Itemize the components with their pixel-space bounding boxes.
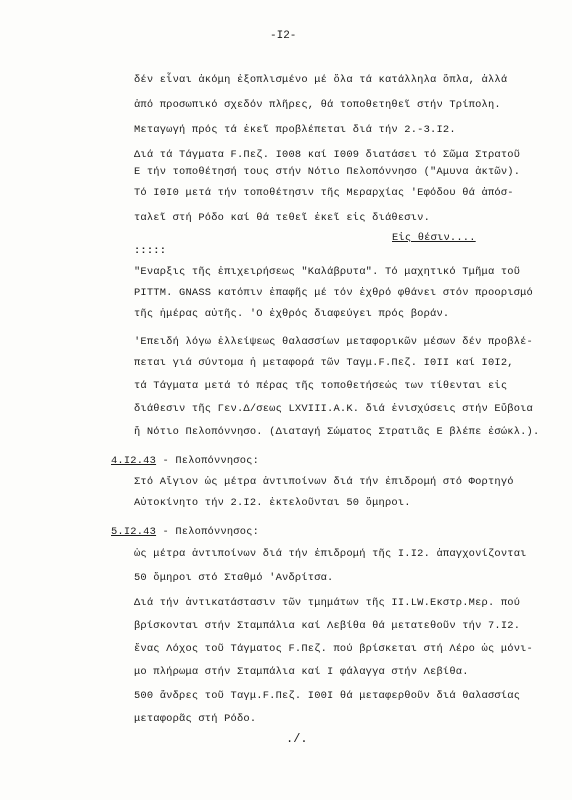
- text-line: Αὐτοκίνητο τήν 2.I2. ἐκτελοῦνται 50 ὅμηροι.: [134, 497, 411, 509]
- text-line: τῆς ἡμέρας αὐτῆς. 'Ο ἐχθρός διαφεύγει πρός βοράν.: [134, 308, 450, 320]
- text-line: ἤ Νότιο Πελοπόννησο. (Διαταγή Σώματος Στρατιᾶς Ε βλέπε ἐσώκλ.).: [134, 426, 540, 438]
- text-line: Στό Αἴγιον ὡς μέτρα ἀντιποίνων διά τήν ἐπιδρομή στό Φορτηγό: [134, 476, 514, 488]
- text-line: βρίσκονται στήν Σταμπάλια καί Λεβίθα θά μετατεθοῦν τήν 7.I2.: [134, 620, 521, 632]
- text-line: τά Τάγματα μετά τό πέρας τῆς τοποθετήσεώς των τίθενται εἰς: [134, 380, 508, 392]
- text-line: Τό I0I0 μετά τήν τοποθέτησιν τῆς Μεραρχίας 'Εφόδου θά ἀπόσ-: [134, 187, 514, 199]
- entry-heading: [111, 455, 259, 467]
- entry-date: 4.I2.43: [111, 455, 157, 467]
- text-line: Διά τά Τάγματα F.Πεζ. I008 καί I009 διατάσει τό Σῶμα Στρατοῦ: [134, 149, 521, 161]
- entry-heading: [111, 526, 259, 538]
- section-separator: :::::: [134, 245, 167, 257]
- text-line: ἀπό προσωπικό σχεδόν πλῆρες, θά τοποθετηθεῖ στήν Τρίπολη.: [134, 99, 501, 111]
- text-line: 'Επειδή λόγω ἐλλείψεως θαλασσίων μεταφορικῶν μέσων δέν προβλέ-: [134, 336, 533, 348]
- text-line: πεται γιά σύντομα ἡ μεταφορά τῶν Ταγμ.F.Πεζ. I0II καί I0I2,: [134, 357, 514, 369]
- text-line: Μεταγωγή πρός τά ἐκεῖ προβλέπεται διά τήν 2.-3.I2.: [134, 124, 456, 136]
- text-line: διάθεσιν τῆς Γεν.Δ/σεως LXVIII.Α.Κ. διά ἐνισχύσεις στήν Εὔβοια: [134, 403, 533, 415]
- entry-place: - Πελοπόννησος:: [156, 526, 260, 538]
- text-line: ἕνας Λόχος τοῦ Τάγματος F.Πεζ. πού βρίσκεται στή Λέρο ὡς μόνι-: [134, 643, 533, 655]
- text-line: "Εναρξις τῆς ἐπιχειρήσεως "Καλάβρυτα". Τό μαχητικό Τμῆμα τοῦ: [134, 266, 521, 278]
- page-number: -I2-: [270, 30, 297, 42]
- text-line: μεταφορᾶς στή Ρόδο.: [134, 713, 257, 725]
- text-line: Ε τήν τοποθέτησή τους στήν Νότιο Πελοπόννησο ("Αμυνα ἀκτῶν).: [134, 166, 521, 178]
- text-line: ὡς μέτρα ἀντιποίνων διά τήν ἐπιδρομή τῆς I.I2. ἀπαγχονίζονται: [134, 548, 527, 560]
- text-line: 500 ἄνδρες τοῦ Ταγμ.F.Πεζ. I00I θά μεταφερθοῦν διά θαλασσίας: [134, 690, 521, 702]
- text-line: 50 ὅμηροι στό Σταθμό 'Ανδρίτσα.: [134, 572, 334, 584]
- text-line: Διά τήν ἀντικατάστασιν τῶν τμημάτων τῆς II.LW.Εκστρ.Μερ. πού: [134, 597, 521, 609]
- continuation-note: Εἰς θέσιν....: [392, 232, 476, 244]
- text-line: ταλεῖ στή Ρόδο καί θά τεθεῖ ἐκεῖ εἰς διάθεσιν.: [134, 212, 431, 224]
- entry-place: - Πελοπόννησος:: [156, 455, 260, 467]
- text-line: δέν εἶναι ἀκόμη ἐξοπλισμένο μέ ὅλα τά κατάλληλα ὅπλα, ἀλλά: [134, 74, 508, 86]
- continuation-mark: ./.: [286, 732, 308, 746]
- text-line: PITTM. GNASS κατόπιν ἐπαφῆς μέ τόν ἐχθρό φθάνει στόν προορισμό: [134, 287, 533, 299]
- entry-date: 5.I2.43: [111, 526, 157, 538]
- text-line: μο πλήρωμα στήν Σταμπάλια καί I φάλαγγα στήν Λεβίθα.: [134, 666, 469, 678]
